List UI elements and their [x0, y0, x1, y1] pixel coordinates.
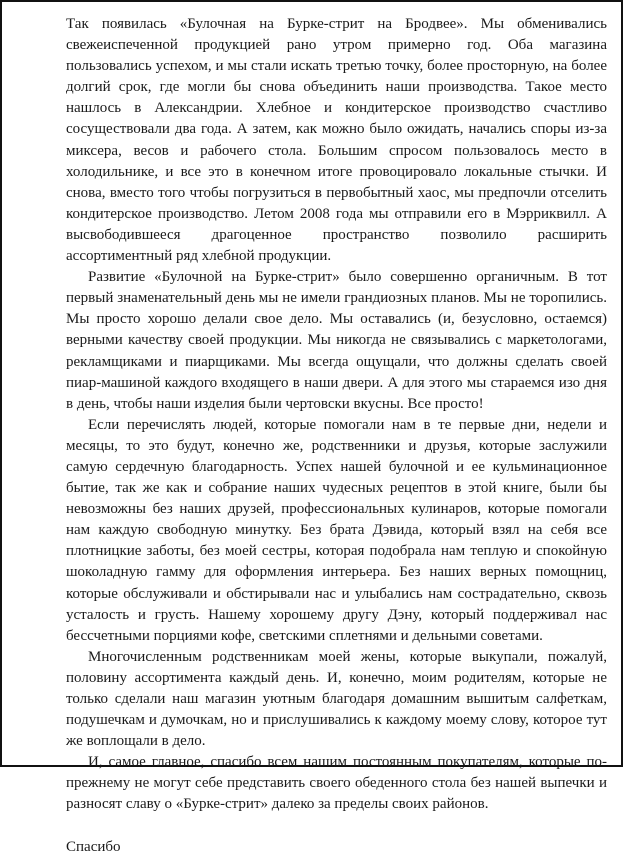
- paragraph-gratitude-family: Многочисленным родственникам моей жены, которые выкупали, пожалуй, половину ассортимента каждый день. И, конечно, моим родителям, которые не только сделали наш магазин уютным благодаря домашним вышитым салфеткам, подушечкам и думочкам, но и прислушивались к каждому моему слову, которое тут же воплощали в дело.: [66, 648, 607, 750]
- paragraph-bakery-history: Так появилась «Булочная на Бурке-стрит на Бродвее». Мы обменивались свежеиспеченной продукцией рано утром примерно год. Оба магазина пользовались успехом, и мы стали искать третью точку, более просторную, на более долгий срок, где могли бы снова объединить наши производства. Такое место нашлось в Александрии. Хлебное и кондитерское производство счастливо сосуществовали два года. А затем, как можно было ожидать, начались споры из-за миксера, весов и рабочего стола. Большим спросом пользовалось место в холодильнике, и все это в конечном итоге провоцировало локальные стычки. И снова, вместо того чтобы погрузиться в первобытный хаос, мы предпочли отселить кондитерское производство. Летом 2008 года мы отправили его в Мэрриквилл. А высвободившееся драгоценное пространство позволило расширить ассортиментный ряд хлебной продукции.: [66, 16, 607, 265]
- paragraph-gratitude-customers: И, самое главное, спасибо всем нашим постоянным покупателям, которые по-прежнему не могут себе представить своего обеденного стола без нашей выпечки и разносят славу о «Бурке-стрит» далеко за пределы своих районов.: [66, 754, 607, 813]
- paragraph-gratitude-friends: Если перечислять людей, которые помогали нам в те первые дни, недели и месяцы, то это будут, конечно же, родственники и друзья, которые заслужили самую сердечную благодарность. Успех нашей булочной и ее кульминационное бытие, так же как и собрание наших чудесных рецептов в этой книге, были бы невозможны без наших друзей, профессиональных кулинаров, которые помогали нам каждую свободную минутку. Без брата Дэвида, который взял на себя все плотницкие заботы, без моей сестры, которая подобрала нам теплую и спокойную шоколадную гамму для оформления интерьера. Без наших верных помощниц, которые обслуживали и обстирывали нас и улыбались нам сострадательно, сквозь усталость и грусть. Нашему хорошему другу Дэну, который поддерживал нас бессчетными порциями кофе, светскими сплетнями и дельными советами.: [66, 416, 607, 644]
- text-column: [66, 14, 607, 858]
- paragraph-organic-growth: Развитие «Булочной на Бурке-стрит» было совершенно органичным. В тот первый знаменательный день мы не имели грандиозных планов. Мы не торопились. Мы просто хорошо делали свое дело. Мы оставались (и, безусловно, остаемся) верными качеству своей продукции. Мы никогда не связывались с маркетологами, рекламщиками и пиарщиками. Мы всегда ощущали, что должны сделать своей пиар-машиной каждого входящего в наши двери. А для этого мы стараемся изо дня в день, чтобы наши изделия были чертовски вкусны. Все просто!: [66, 269, 607, 412]
- closing-signature: Спасибо: [66, 838, 121, 855]
